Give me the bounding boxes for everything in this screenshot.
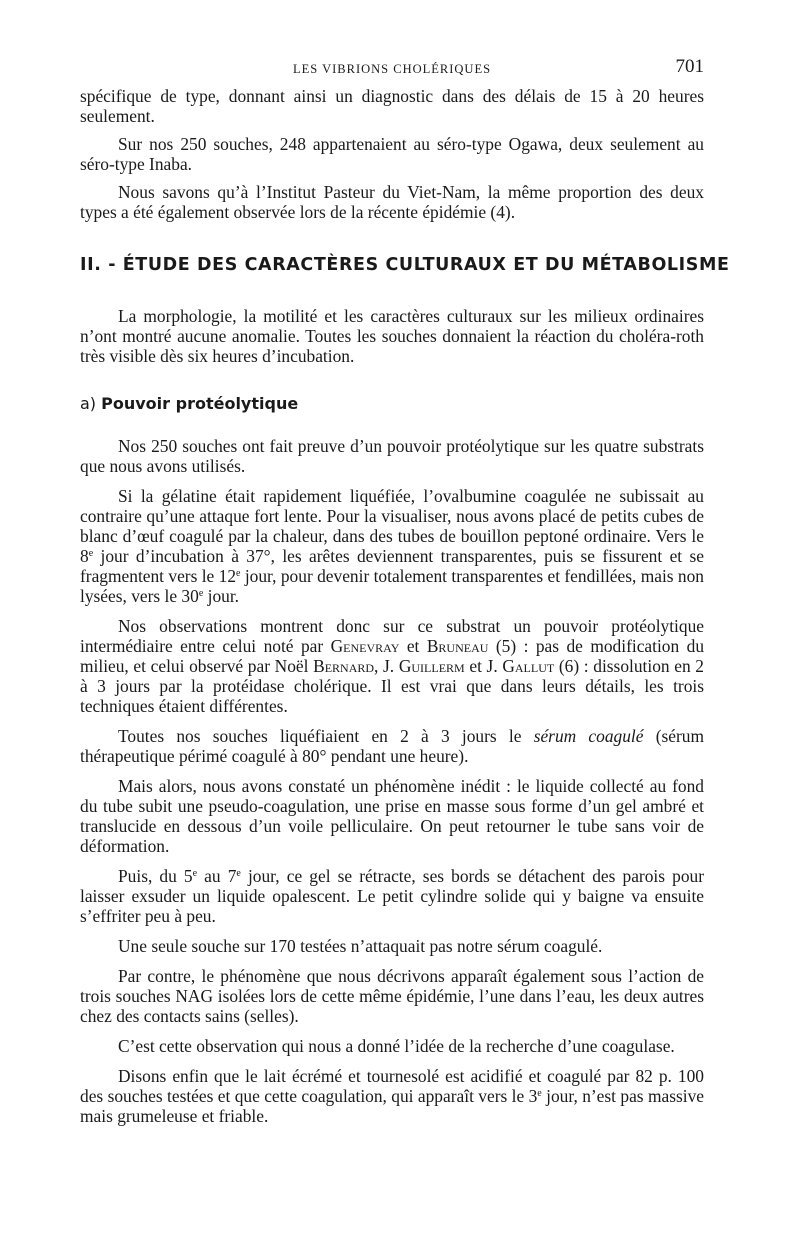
paragraph-8: Toutes nos souches liquéfiaient en 2 à 3 jours le sérum coagulé (sérum thérapeutique périmé coagulé à 80° pendant une heure). — [80, 726, 705, 766]
paragraph-5: Nos 250 souches ont fait preuve d’un pouvoir protéolytique sur les quatre substrats que nous avons utilisés. — [80, 436, 704, 476]
subsection-heading — [80, 394, 704, 414]
running-title: LES VIBRIONS CHOLÉRIQUES — [292, 62, 492, 76]
author-gallut: Gallut — [502, 656, 555, 676]
author-bernard: Bernard — [313, 656, 375, 676]
paragraph-11: Une seule souche sur 170 testées n’attaquait pas notre sérum coagulé. — [118, 936, 603, 956]
paragraph-9: Mais alors, nous avons constaté un phénomène inédit : le liquide collecté au fond du tube subit une pseudo-coagulation, une prise en masse sous forme d’un gel ambré et translucide en dessous d’un voile pelliculaire. On peut retourner le tube sans voir de déformation. — [80, 776, 704, 856]
paragraph-7: Nos observations montrent donc sur ce substrat un pouvoir protéolytique intermédiaire entre celui noté par Genevray et Bruneau (5) : pas de modification du milieu, et celui observé par Noël Bernard, J. Guillerm et J. Gallut (6) : dissolution en 2 à 3 jours par la protéidase cholérique. Il est vrai que dans leurs détails, les trois techniques étaient différentes. — [80, 616, 705, 716]
page-number: 701 — [675, 56, 704, 77]
section-title: ÉTUDE DES CARACTÈRES CULTURAUX ET DU MÉTABOLISME — [122, 255, 730, 275]
paragraph-13: C’est cette observation qui nous a donné l’idée de la recherche d’une coagulase. — [118, 1036, 675, 1056]
paragraph-1: spécifique de type, donnant ainsi un diagnostic dans des délais de 15 à 20 heures seulement. — [80, 86, 704, 126]
subsection-title: Pouvoir protéolytique — [101, 394, 299, 413]
page — [80, 52, 730, 1126]
paragraph-3: Nous savons qu’à l’Institut Pasteur du Viet-Nam, la même proportion des deux types a été également observée lors de la récente épidémie (4). — [80, 182, 704, 222]
author-guillerm: Guillerm — [398, 656, 465, 676]
paragraph-2: Sur nos 250 souches, 248 appartenaient au séro-type Ogawa, deux seulement au séro-type Inaba. — [80, 134, 704, 174]
author-genevray: Genevray — [330, 636, 400, 656]
subsection-letter: a) — [80, 394, 97, 413]
paragraph-12: Par contre, le phénomène que nous décrivons apparaît également sous l’action de trois souches NAG isolées lors de cette même épidémie, l’une dans l’eau, les deux autres chez des contacts sains (selles). — [80, 966, 704, 1026]
term-serum-coagule: sérum coagulé — [533, 726, 644, 746]
section-heading: II. - ÉTUDE DES CARACTÈRES CULTURAUX ET DU MÉTABOLISME — [80, 255, 730, 275]
author-bruneau: Bruneau — [426, 636, 489, 656]
paragraph-4: La morphologie, la motilité et les caractères culturaux sur les milieux ordinaires n’ont montré aucune anomalie. Toutes les souches donnaient la réaction du choléra-roth très visible dès six heures d’incubation. — [80, 306, 704, 366]
running-header — [80, 52, 704, 86]
paragraph-14: Disons enfin que le lait écrémé et tournesolé est acidifié et coagulé par 82 p. 100 des souches testées et que cette coagulation, qui apparaît vers le 3e jour, n’est pas massive mais grumeleuse et friable. — [80, 1066, 704, 1126]
paragraph-6: Si la gélatine était rapidement liquéfiée, l’ovalbumine coagulée ne subissait au contraire qu’une attaque fort lente. Pour la visualiser, nous avons placé de petits cubes de blanc d’œuf coagulé par la chaleur, dans des tubes de bouillon peptoné ordinaire. Vers le 8e jour d’incubation à 37°, les arêtes deviennent transparentes, puis se fissurent et se fragmentent vers le 12e jour, pour devenir totalement transparentes et fendillées, mais non lysées, vers le 30e jour. — [80, 486, 704, 606]
paragraph-10: Puis, du 5e au 7e jour, ce gel se rétracte, ses bords se détachent des parois pour laisser exsuder un liquide opalescent. Le petit cylindre solide qui y baigne va ensuite s’effriter peu à peu. — [80, 866, 704, 926]
section-number: II. — [80, 255, 102, 275]
